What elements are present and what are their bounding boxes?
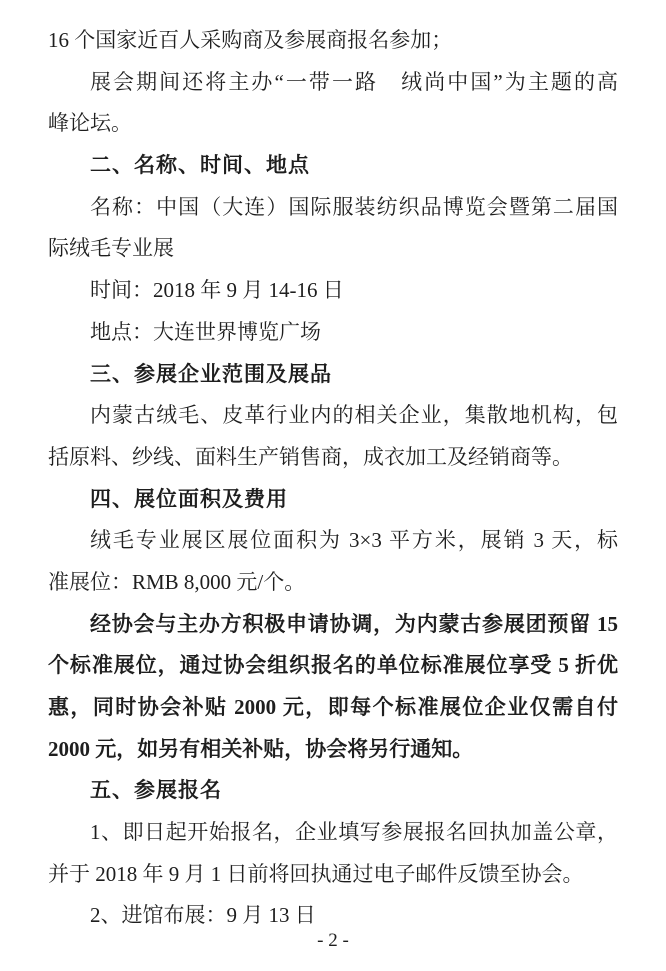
setup-date-line: 2、进馆布展：9 月 13 日 bbox=[90, 903, 316, 928]
section-heading-3: 三、参展企业范围及展品 bbox=[90, 362, 332, 386]
document-body bbox=[48, 20, 618, 937]
paragraph-line: 内蒙古绒毛、皮革行业内的相关企业，集散地机构，包 bbox=[90, 403, 618, 428]
paragraph-continuation-line: 16 个国家近百人采购商及参展商报名参加； bbox=[48, 28, 453, 52]
subsidy-bold-line: 经协会与主办方积极申请协调，为内蒙古参展团预留 15 bbox=[90, 611, 618, 636]
exhibition-name-line: 名称：中国（大连）国际服装纺织品博览会暨第二届国 bbox=[90, 194, 618, 219]
paragraph-line: 括原料、纱线、面料生产销售商，成衣加工及经销商等。 bbox=[48, 444, 573, 469]
section-heading-2: 二、名称、时间、地点 bbox=[90, 154, 310, 178]
exhibition-name-line: 际绒毛专业展 bbox=[48, 236, 174, 261]
paragraph-line: 峰论坛。 bbox=[48, 111, 132, 136]
subsidy-bold-line: 个标准展位，通过协会组织报名的单位标准展位享受 5 折优 bbox=[48, 653, 618, 678]
paragraph-line: 展会期间还将主办“一带一路 绒尚中国”为主题的高 bbox=[90, 69, 618, 94]
section-heading-4: 四、展位面积及费用 bbox=[90, 487, 288, 511]
registration-line: 1、即日起开始报名，企业填写参展报名回执加盖公章， bbox=[90, 820, 618, 845]
booth-price-line: 绒毛专业展区展位面积为 3×3 平方米，展销 3 天，标 bbox=[90, 528, 618, 553]
page-number: - 2 - bbox=[317, 930, 349, 951]
section-heading-5: 五、参展报名 bbox=[90, 779, 222, 803]
registration-line: 并于 2018 年 9 月 1 日前将回执通过电子邮件反馈至协会。 bbox=[48, 861, 584, 886]
subsidy-bold-line: 2000 元，如另有相关补贴，协会将另行通知。 bbox=[48, 736, 474, 761]
exhibition-venue-line: 地点：大连世界博览广场 bbox=[90, 319, 321, 344]
exhibition-date-line: 时间：2018 年 9 月 14-16 日 bbox=[90, 278, 344, 303]
booth-price-line: 准展位：RMB 8,000 元/个。 bbox=[48, 569, 306, 594]
subsidy-bold-line: 惠，同时协会补贴 2000 元，即每个标准展位企业仅需自付 bbox=[48, 695, 618, 719]
